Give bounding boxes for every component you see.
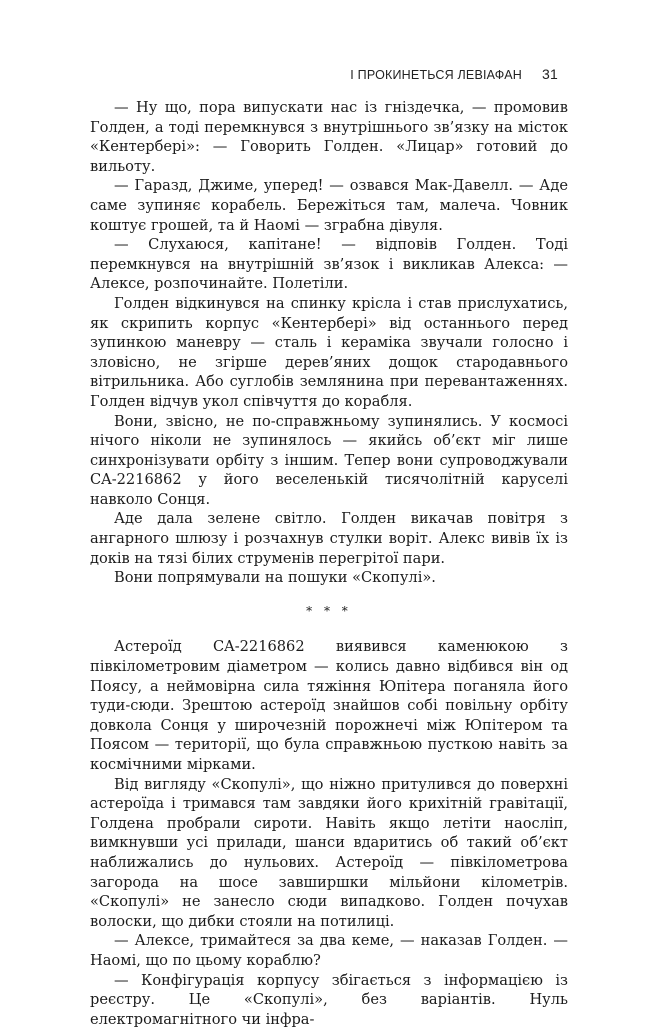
running-header [350, 66, 558, 82]
paragraph: — Конфігурація корпусу збігається з інформацією із реєстру. Це «Скопулі», без варіантів. Нуль електромагнітного чи інфра- [90, 971, 568, 1028]
paragraph: Астероїд CA-2216862 виявився каменюкою з півкілометровим діаметром — колись давно відбився він од Поясу, а неймовірна сила тяжіння Юпітера поганяла його туди-сюди. Зрештою астероїд знайшов собі повільну орбіту довкола Сонця у широчезній порожнечі між Юпітером та Поясом — території, що була справжньою пусткою навіть за космічними мірками. [90, 638, 568, 773]
paragraph: Вони, звісно, не по-справжньому зупинялись. У космосі нічого ніколи не зупинялось — якийсь об’єкт міг лише синхронізувати орбіту з іншим. Тепер вони супроводжували CA-2216862 у його веселенькій тисячолітній каруселі навколо Сонця. [90, 412, 568, 508]
body-text [90, 98, 568, 1029]
paragraph: Вони попрямували на пошуки «Скопулі». [114, 569, 436, 587]
paragraph: Голден відкинувся на спинку крісла і став прислухатись, як скрипить корпус «Кентербері» від останнього перед зупинкою маневру — сталь і кераміка звучали голосно і зловісно, не згірше дерев’яних дощок стародавнього вітрильника. Або суглобів землянина при перевантаженнях. Голден відчув укол співчуття до корабля. [90, 294, 568, 410]
paragraph: Від вигляду «Скопулі», що ніжно притулився до поверхні астероїда і тримався там завдяки його крихітній гравітації, Голдена пробрали сироти. Навіть якщо летіти наосліп, вимкнувши усі прилади, шанси вдаритись об такий об’єкт наближались до нульових. Астероїд — півкілометрова загорода на шосе завширшки мільйони кілометрів. «Скопулі» не занесло сюди випадково. Голден почухав волоски, що дибки стояли на потилиці. [90, 775, 568, 930]
paragraph: — Слухаюся, капітане! — відповів Голден. Тоді перемкнувся на внутрішній зв’язок і викликав Алекса: — Алексе, розпочинайте. Полетіли. [90, 236, 568, 293]
page-number: 31 [542, 66, 558, 82]
book-title: І ПРОКИНЕТЬСЯ ЛЕВІАФАН [350, 68, 523, 82]
paragraph: — Ну що, пора випускати нас із гніздечка, — промовив Голден, а тоді перемкнувся з внутрішнього зв’язку на місток «Кентербері»: — Говорить Голден. «Лицар» готовий до вильоту. [90, 99, 568, 175]
paragraph: — Алексе, тримайтеся за два кеме, — наказав Голден. — Наомі, що по цьому кораблю? [90, 932, 568, 969]
paragraph: Аде дала зелене світло. Голден викачав повітря з ангарного шлюзу і розчахнув стулки воріт. Алекс вивів їх із доків на тязі білих струменів перегрітої пари. [90, 510, 568, 567]
section-break: * * * [306, 603, 352, 618]
paragraph: — Гаразд, Джиме, уперед! — озвався Мак-Давелл. — Аде саме зупиняє корабель. Бережіться там, малеча. Човник коштує грошей, та й Наомі — зграбна дівуля. [90, 177, 568, 234]
